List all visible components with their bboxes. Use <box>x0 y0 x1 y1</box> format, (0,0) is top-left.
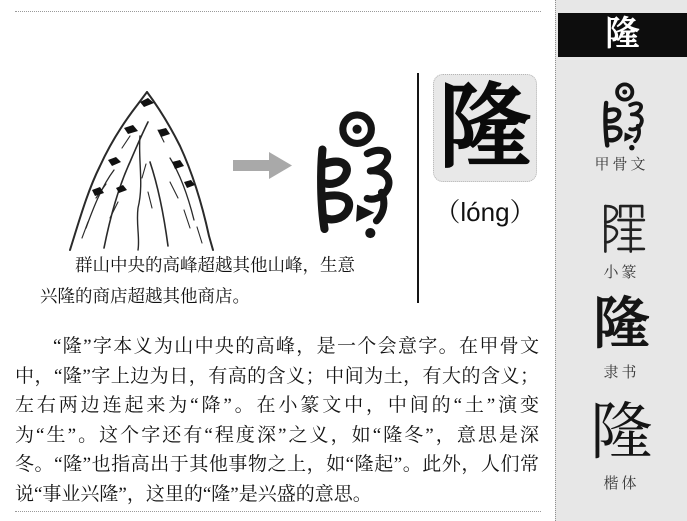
clerical-script-glyph: 隆 <box>593 294 650 356</box>
script-label-seal: 小篆 <box>603 265 640 281</box>
pinyin-label: （lóng） <box>434 197 536 227</box>
regular-script-glyph: 隆 <box>590 399 653 467</box>
sidebar-header <box>558 13 687 57</box>
arrow-right-icon <box>233 152 293 182</box>
script-label-oracle: 甲骨文 <box>594 157 649 173</box>
oracle-bone-glyph <box>592 80 652 152</box>
caption <box>40 250 432 312</box>
sidebar-header-char: 隆 <box>605 16 640 53</box>
character-card <box>433 74 537 182</box>
caption-line: 群山中央的高峰超越其他山峰，生意 <box>75 255 355 275</box>
top-divider <box>15 11 541 12</box>
script-label-clerical: 隶书 <box>603 365 640 381</box>
main-character: 隆 <box>438 77 531 179</box>
bottom-divider <box>15 511 541 512</box>
sidebar <box>555 0 687 521</box>
mountain-illustration <box>52 78 232 258</box>
oracle-bone-glyph <box>296 106 408 242</box>
seal-script-glyph <box>594 197 650 257</box>
caption-line: 兴隆的商店超越其他商店。 <box>40 286 250 306</box>
script-label-regular: 楷体 <box>603 476 640 492</box>
explanation-paragraph: “隆”字本义为山中央的高峰，是一个会意字。在甲骨文中，“隆”字上边为日，有高的含义；中间为土，有大的含义；左右两边连起来为“降”。在小篆文中，中间的“土”演变为“生”。这个字还有“程度深”之义，如“隆冬”，意思是深冬。“隆”也指高出于其他事物之上，如“隆起”。此外，人们常说“事业兴隆”，这里的“隆”是兴盛的意思。 <box>15 336 539 505</box>
